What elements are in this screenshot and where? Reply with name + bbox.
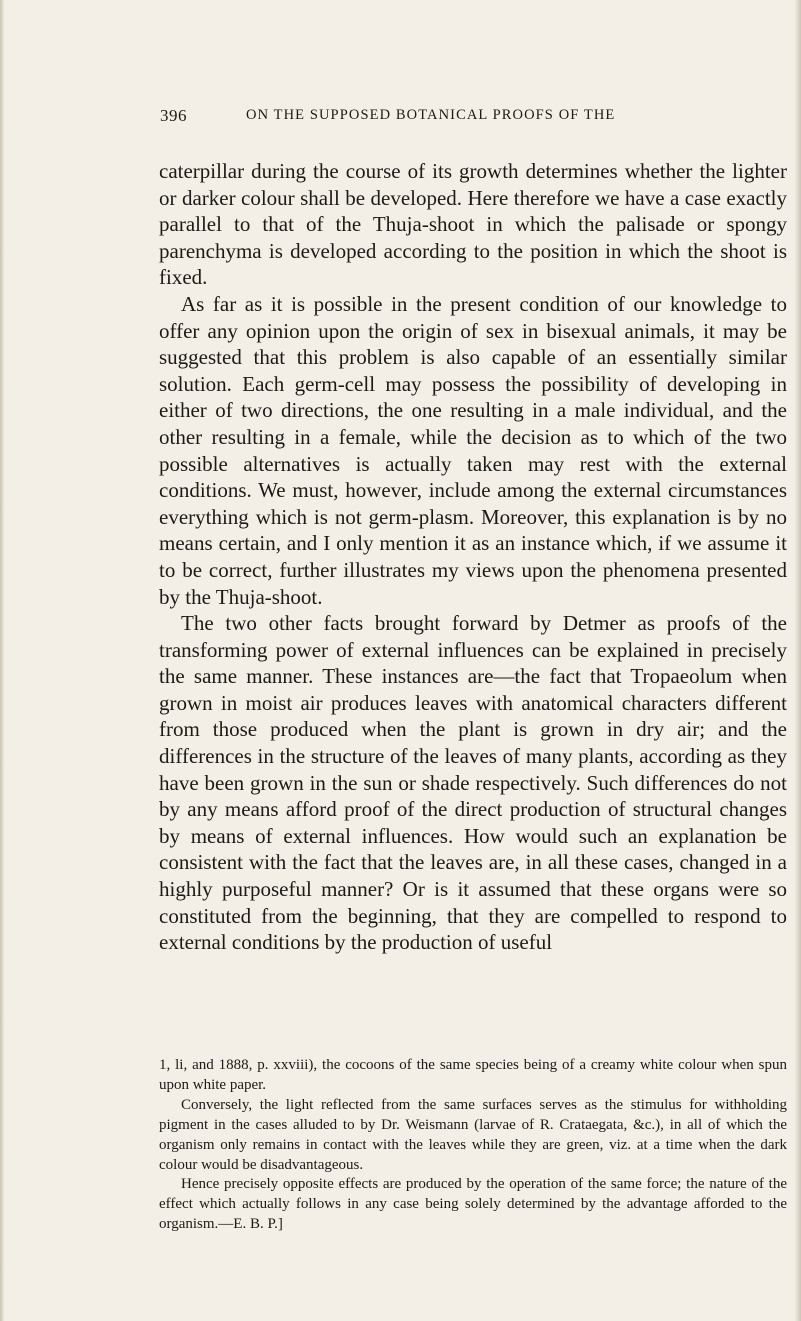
footnote-line-2: Conversely, the light reflected from the same surfaces serves as the stimulus for withholding pigment in the cases alluded to by Dr. Weismann (larvae of R. Crataegata, &c.), in all of which the organism only remains in contact with the leaves while they are green, viz. at a time when the dark colour would be disadvantageous. xyxy=(159,1096,787,1173)
running-title: ON THE SUPPOSED BOTANICAL PROOFS OF THE xyxy=(246,107,616,123)
paragraph-2: As far as it is possible in the present condition of our knowledge to offer any opinion upon the origin of sex in bisexual animals, it may be suggested that this problem is also capable of an essentially similar solution. Each germ-cell may possess the possibility of developing in either of two directions, the one resulting in a male individual, and the other resulting in a female, while the decision as to which of the two possible alternatives is actually taken may rest with the external conditions. We must, however, include among the external circumstances everything which is not germ-plasm. Moreover, this explanation is by no means certain, and I only mention it as an instance which, if we assume it to be correct, further illustrates my views upon the phenomena presented by the Thuja-shoot. xyxy=(159,291,787,609)
paragraph-3: The two other facts brought forward by Detmer as proofs of the transforming power of external influences can be explained in precisely the same manner. These instances are—the fact that Tropaeolum when grown in moist air produces leaves with anatomical characters different from those produced when the plant is grown in dry air; and the differences in the structure of the leaves of many plants, according as they have been grown in the sun or shade respectively. Such differences do not by any means afford proof of the direct production of structural changes by means of external influences. How would such an explanation be consistent with the fact that the leaves are, in all these cases, changed in a highly purposeful manner? Or is it assumed that these organs were so constituted from the beginning, that they are compelled to respond to external conditions by the production of useful xyxy=(159,611,787,955)
footnote xyxy=(159,1056,787,1235)
footnote-line-1: 1, li, and 1888, p. xxviii), the cocoons of the same species being of a creamy white colour when spun upon white paper. xyxy=(159,1057,787,1093)
footnote-line-3: Hence precisely opposite effects are produced by the operation of the same force; the nature of the effect which actually follows in any case being solely determined by the advantage afforded to the organism.—E. B. P.] xyxy=(159,1176,787,1233)
page-number: 396 xyxy=(160,106,187,125)
paragraph-1: caterpillar during the course of its growth determines whether the lighter or darker colour shall be developed. Here therefore we have a case exactly parallel to that of the Thuja-shoot in which the palisade or spongy parenchyma is developed according to the position in which the shoot is fixed. xyxy=(159,159,787,290)
page-edge-right xyxy=(795,0,801,1321)
page-edge-left xyxy=(0,0,4,1321)
main-text xyxy=(159,158,787,956)
